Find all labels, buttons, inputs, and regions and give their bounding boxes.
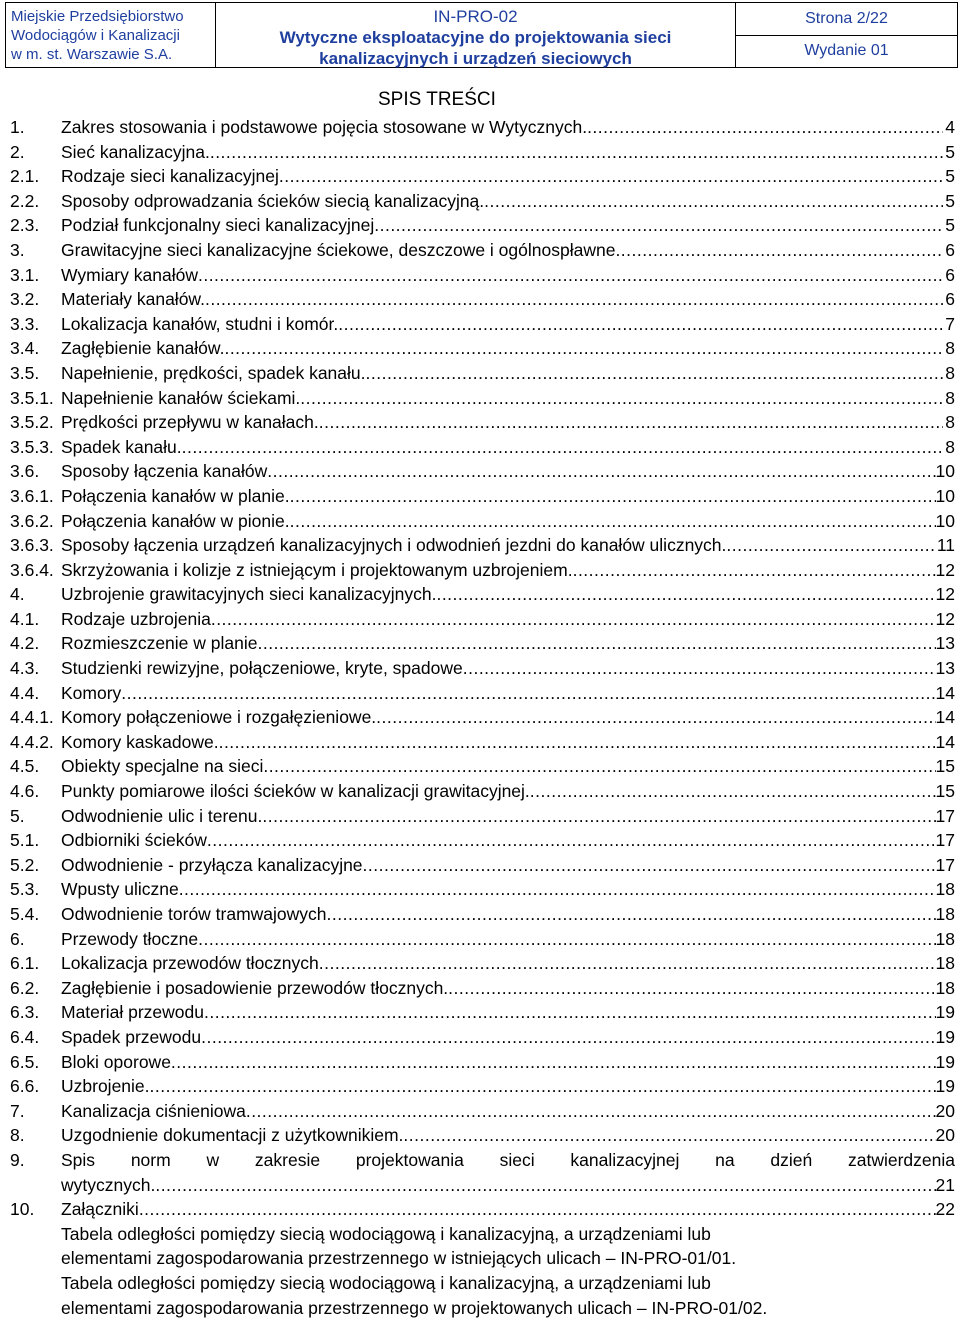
toc-leader-dots	[279, 164, 943, 189]
toc-entry-text: Połączenia kanałów w pionie.	[61, 509, 290, 534]
toc-entry-number: 6.5.	[10, 1050, 61, 1075]
toc-leader-dots	[463, 656, 936, 681]
toc-leader-dots	[587, 115, 943, 140]
toc-heading: SPIS TREŚCI	[378, 89, 496, 111]
toc-entry-number: 6.6.	[10, 1074, 61, 1099]
toc-entry[interactable]	[10, 927, 955, 952]
toc-entry[interactable]	[10, 976, 955, 1001]
toc-entry-number: 2.1.	[10, 164, 61, 189]
toc-leader-dots	[257, 631, 935, 656]
toc-entry[interactable]	[10, 435, 955, 460]
toc-entry-page: 5	[943, 189, 955, 214]
toc-entry-text: Sieć kanalizacyjna.	[61, 140, 210, 165]
toc-entry-text: Sposoby łączenia urządzeń kanalizacyjnych i odwodnień jezdni do kanałów ulicznych.	[61, 533, 726, 558]
toc-entry[interactable]	[10, 336, 955, 361]
toc-leader-dots	[171, 1050, 936, 1075]
toc-entry-text: Rozmieszczenie w planie	[61, 631, 257, 656]
toc-entry-page: 4	[943, 115, 955, 140]
toc-entry-page: 19	[936, 1050, 955, 1075]
attachment-text: elementami zagospodarowania przestrzennego w projektowanych ulicach – IN-PRO-01/02.	[61, 1296, 955, 1320]
toc-entry-page: 10	[936, 509, 955, 534]
toc-entry-text: Połączenia kanałów w planie.	[61, 484, 290, 509]
document-title-line: Wytyczne eksploatacyjne do projektowania sieci	[216, 27, 735, 48]
toc-leader-dots	[201, 1025, 935, 1050]
toc-entry[interactable]	[10, 386, 955, 411]
toc-entry-number: 4.	[10, 582, 61, 607]
toc-entry-text: Skrzyżowania i kolizje z istniejącym i projektowanym uzbrojeniem.	[61, 558, 573, 583]
toc-leader-dots	[121, 681, 935, 706]
toc-leader-dots	[726, 533, 936, 558]
toc-entry[interactable]	[10, 459, 955, 484]
toc-leader-dots	[573, 558, 936, 583]
toc-entry-text: Sposoby łączenia kanałów	[61, 459, 267, 484]
attachment-text: Tabela odległości pomiędzy siecią wodociągową i kanalizacyjną, a urządzeniami lub	[61, 1222, 955, 1247]
toc-entry[interactable]	[10, 877, 955, 902]
toc-entry[interactable]	[10, 238, 955, 263]
toc-leader-dots	[290, 509, 936, 534]
toc-entry-page: 13	[936, 656, 955, 681]
toc-entry-text: Studzienki rewizyjne, połączeniowe, kryte, spadowe	[61, 656, 463, 681]
toc-entry-number: 6.2.	[10, 976, 61, 1001]
toc-entry-number: 5.4.	[10, 902, 61, 927]
toc-leader-dots	[319, 951, 936, 976]
toc-leader-dots	[204, 1000, 936, 1025]
toc-entry[interactable]	[10, 582, 955, 607]
toc-entry-number: 3.6.4.	[10, 558, 61, 583]
toc-entry-number: 9.	[10, 1148, 61, 1173]
toc-leader-dots	[207, 828, 936, 853]
toc-entry-text: Uzbrojenie.	[61, 1074, 150, 1099]
toc-entry-number: 4.4.	[10, 681, 61, 706]
toc-entry-text: Zagłębienie i posadowienie przewodów tłocznych.	[61, 976, 448, 1001]
toc-entry[interactable]	[10, 1099, 955, 1124]
toc-entry[interactable]	[10, 730, 955, 755]
toc-entry-page: 8	[943, 386, 955, 411]
toc-entry-number: 3.5.	[10, 361, 61, 386]
document-header	[5, 2, 958, 68]
page-number: Strona 2/22	[736, 3, 957, 36]
toc-entry-number: 4.3.	[10, 656, 61, 681]
toc-entry-text: Odbiorniki ścieków	[61, 828, 207, 853]
toc-entry-number: 4.4.2.	[10, 730, 61, 755]
toc-entry-number: 3.5.1.	[10, 386, 61, 411]
toc-entry[interactable]	[10, 533, 955, 558]
toc-entry-text: Bloki oporowe	[61, 1050, 171, 1075]
toc-entry-page: 14	[936, 705, 955, 730]
toc-entry-text: Spis norm w zakresie projektowania sieci kanalizacyjnej na dzień zatwierdzenia	[61, 1148, 955, 1173]
toc-entry-number: 6.3.	[10, 1000, 61, 1025]
toc-entry[interactable]	[10, 828, 955, 853]
company-name	[6, 3, 216, 67]
toc-entry-page: 18	[936, 951, 955, 976]
toc-entry[interactable]	[10, 902, 955, 927]
toc-entry-page: 5	[943, 140, 955, 165]
toc-leader-dots	[338, 312, 943, 337]
toc-entry-text: Odwodnienie - przyłącza kanalizacyjne	[61, 853, 363, 878]
toc-entry[interactable]	[10, 1148, 955, 1197]
toc-entry-page: 14	[936, 730, 955, 755]
toc-leader-dots	[448, 976, 935, 1001]
toc-entry-page: 7	[943, 312, 955, 337]
toc-entry[interactable]	[10, 1074, 955, 1099]
toc-entry-text: Lokalizacja przewodów tłocznych	[61, 951, 319, 976]
attachment-item	[10, 1222, 955, 1271]
toc-entry-text: Podział funkcjonalny sieci kanalizacyjnej	[61, 213, 374, 238]
toc-entry-text: Wymiary kanałów	[61, 263, 198, 288]
toc-entry-page: 12	[936, 607, 955, 632]
toc-entry-number: 3.6.2.	[10, 509, 61, 534]
toc-entry[interactable]	[10, 853, 955, 878]
toc-entry-page: 19	[936, 1025, 955, 1050]
toc-entry[interactable]	[10, 484, 955, 509]
toc-entry[interactable]	[10, 312, 955, 337]
toc-entry-page: 8	[943, 435, 955, 460]
toc-entry-page: 17	[936, 804, 955, 829]
toc-entry-number: 2.2.	[10, 189, 61, 214]
document-title-block	[216, 3, 736, 67]
company-line: Wodociągów i Kanalizacji	[11, 26, 215, 45]
toc-entry-number: 2.	[10, 140, 61, 165]
toc-leader-dots	[319, 410, 943, 435]
toc-leader-dots	[484, 189, 943, 214]
toc-entry-page: 20	[936, 1123, 955, 1148]
toc-entry-text: Rodzaje uzbrojenia	[61, 607, 211, 632]
toc-leader-dots	[155, 1173, 935, 1198]
toc-entry-number: 3.6.1.	[10, 484, 61, 509]
toc-entry[interactable]	[10, 140, 955, 165]
toc-entry-page: 21	[936, 1173, 955, 1198]
toc-entry-page: 11	[937, 533, 955, 558]
toc-entry-text: Wpusty uliczne	[61, 877, 179, 902]
toc-entry-number: 6.4.	[10, 1025, 61, 1050]
attachment-text: Tabela odległości pomiędzy siecią wodociągową i kanalizacyjną, a urządzeniami lub	[61, 1271, 955, 1296]
toc-entry-text: wytycznych.	[61, 1173, 155, 1198]
toc-entry-number: 4.5.	[10, 754, 61, 779]
toc-leader-dots	[267, 459, 935, 484]
toc-entry-page: 10	[936, 484, 955, 509]
toc-entry-page: 8	[943, 361, 955, 386]
toc-leader-dots	[327, 902, 936, 927]
toc-entry-number: 4.1.	[10, 607, 61, 632]
toc-entry-text: Komory połączeniowe i rozgałęzieniowe.	[61, 705, 376, 730]
toc-entry-text: Punkty pomiarowe ilości ścieków w kanalizacji grawitacyjnej.	[61, 779, 530, 804]
toc-entry[interactable]	[10, 607, 955, 632]
toc-entry[interactable]	[10, 754, 955, 779]
toc-leader-dots	[376, 705, 935, 730]
toc-leader-dots	[262, 804, 935, 829]
toc-entry-page: 6	[943, 263, 955, 288]
toc-entry-text: Grawitacyjne sieci kanalizacyjne ściekowe, deszczowe i ogólnospławne	[61, 238, 615, 263]
toc-entry-page: 17	[936, 828, 955, 853]
toc-entry-number: 10.	[10, 1197, 61, 1222]
document-title-line: kanalizacyjnych i urządzeń sieciowych	[216, 48, 735, 69]
toc-entry-number: 3.1.	[10, 263, 61, 288]
toc-leader-dots	[205, 287, 943, 312]
toc-entry-page: 14	[936, 681, 955, 706]
toc-entry-page: 8	[943, 336, 955, 361]
toc-leader-dots	[224, 336, 943, 361]
toc-entry-text: Uzbrojenie grawitacyjnych sieci kanalizacyjnych.	[61, 582, 436, 607]
toc-entry-text: Napełnienie, prędkości, spadek kanału.	[61, 361, 366, 386]
toc-leader-dots	[198, 927, 935, 952]
toc-entry-number: 4.2.	[10, 631, 61, 656]
toc-leader-dots	[530, 779, 936, 804]
toc-entry-number: 3.5.3.	[10, 435, 61, 460]
toc-entry[interactable]	[10, 656, 955, 681]
toc-entry-number: 2.3.	[10, 213, 61, 238]
toc-entry-page: 17	[936, 853, 955, 878]
toc-leader-dots	[219, 730, 936, 755]
toc-entry-number: 5.1.	[10, 828, 61, 853]
toc-entry-number: 6.	[10, 927, 61, 952]
toc-entry-page: 20	[936, 1099, 955, 1124]
toc-entry-number: 7.	[10, 1099, 61, 1124]
toc-entry[interactable]	[10, 804, 955, 829]
company-line: w m. st. Warszawie S.A.	[11, 45, 215, 64]
toc-entry-text: Odwodnienie ulic i terenu.	[61, 804, 262, 829]
toc-entry-page: 5	[943, 213, 955, 238]
toc-entry-text: Napełnienie kanałów ściekami.	[61, 386, 300, 411]
toc-entry-text: Materiały kanałów.	[61, 287, 205, 312]
page-info	[736, 3, 957, 67]
toc-entry-page: 8	[943, 410, 955, 435]
toc-entry-number: 4.6.	[10, 779, 61, 804]
toc-leader-dots	[210, 140, 943, 165]
toc-entry-number: 4.4.1.	[10, 705, 61, 730]
toc-entry-text: Prędkości przepływu w kanałach.	[61, 410, 319, 435]
toc-entry[interactable]	[10, 681, 955, 706]
toc-entry-number: 5.2.	[10, 853, 61, 878]
toc-entry-text: Komory kaskadowe.	[61, 730, 219, 755]
toc-entry-page: 18	[936, 902, 955, 927]
toc-entry-text: Spadek przewodu	[61, 1025, 201, 1050]
toc-leader-dots	[363, 853, 936, 878]
toc-entry-number: 3.6.	[10, 459, 61, 484]
toc-leader-dots	[182, 435, 943, 460]
toc-entry-page: 12	[936, 582, 955, 607]
table-of-contents	[10, 115, 955, 1320]
toc-entry[interactable]	[10, 189, 955, 214]
toc-entry[interactable]	[10, 164, 955, 189]
toc-entry[interactable]	[10, 1000, 955, 1025]
toc-leader-dots	[246, 1099, 936, 1124]
toc-entry-page: 18	[936, 877, 955, 902]
toc-entry-text: Rodzaje sieci kanalizacyjnej	[61, 164, 279, 189]
attachment-item	[10, 1271, 955, 1320]
toc-leader-dots	[179, 877, 936, 902]
toc-entry-page: 6	[943, 238, 955, 263]
toc-entry-number: 1.	[10, 115, 61, 140]
toc-entry[interactable]	[10, 951, 955, 976]
toc-entry[interactable]	[10, 1197, 955, 1222]
toc-entry-text: Zagłębienie kanałów.	[61, 336, 224, 361]
toc-entry[interactable]	[10, 705, 955, 730]
edition-number: Wydanie 01	[736, 36, 957, 68]
toc-entry-page: 18	[936, 976, 955, 1001]
toc-entry-page: 10	[936, 459, 955, 484]
toc-entry-number: 3.4.	[10, 336, 61, 361]
toc-leader-dots	[300, 386, 943, 411]
toc-entry-text: Przewody tłoczne	[61, 927, 198, 952]
toc-entry-text: Komory	[61, 681, 121, 706]
toc-entry-text: Kanalizacja ciśnieniowa	[61, 1099, 246, 1124]
toc-leader-dots	[374, 213, 943, 238]
toc-entry-number: 3.6.3.	[10, 533, 61, 558]
company-line: Miejskie Przedsiębiorstwo	[11, 7, 215, 26]
toc-leader-dots	[211, 607, 936, 632]
toc-entry[interactable]	[10, 558, 955, 583]
toc-entry[interactable]	[10, 287, 955, 312]
toc-entry-page: 12	[936, 558, 955, 583]
toc-entry-number: 3.2.	[10, 287, 61, 312]
toc-entry-number: 8.	[10, 1123, 61, 1148]
toc-entry-text: Sposoby odprowadzania ścieków siecią kanalizacyjną.	[61, 189, 484, 214]
toc-entry-text: Lokalizacja kanałów, studni i komór.	[61, 312, 338, 337]
toc-entry[interactable]	[10, 1050, 955, 1075]
toc-leader-dots	[198, 263, 943, 288]
toc-entry-text: Uzgodnienie dokumentacji z użytkownikiem.	[61, 1123, 403, 1148]
toc-entry-number: 5.	[10, 804, 61, 829]
toc-leader-dots	[290, 484, 936, 509]
toc-entry-page: 15	[936, 754, 955, 779]
toc-entry[interactable]	[10, 509, 955, 534]
toc-leader-dots	[436, 582, 935, 607]
toc-entry-page: 18	[936, 927, 955, 952]
toc-entry-text: Zakres stosowania i podstawowe pojęcia stosowane w Wytycznych.	[61, 115, 587, 140]
toc-entry-page: 22	[936, 1197, 955, 1222]
toc-entry[interactable]	[10, 410, 955, 435]
toc-leader-dots	[263, 754, 935, 779]
toc-entry[interactable]	[10, 213, 955, 238]
toc-entry-text: Materiał przewodu	[61, 1000, 204, 1025]
toc-leader-dots	[150, 1074, 936, 1099]
toc-entry[interactable]	[10, 631, 955, 656]
toc-entry-text: Spadek kanału.	[61, 435, 182, 460]
toc-entry-page: 19	[936, 1000, 955, 1025]
toc-entry[interactable]	[10, 779, 955, 804]
toc-entry-page: 13	[936, 631, 955, 656]
toc-entry-page: 19	[936, 1074, 955, 1099]
toc-entry[interactable]	[10, 361, 955, 386]
toc-leader-dots	[615, 238, 943, 263]
toc-entry-text: Odwodnienie torów tramwajowych	[61, 902, 327, 927]
toc-entry-number: 5.3.	[10, 877, 61, 902]
toc-entry[interactable]	[10, 263, 955, 288]
toc-leader-dots	[366, 361, 944, 386]
attachment-text: elementami zagospodarowania przestrzennego w istniejących ulicach – IN-PRO-01/01.	[61, 1246, 955, 1271]
toc-leader-dots	[403, 1123, 935, 1148]
toc-entry[interactable]	[10, 1123, 955, 1148]
toc-entry-text: Załączniki	[61, 1197, 139, 1222]
toc-entry-number: 3.3.	[10, 312, 61, 337]
toc-entry-page: 6	[943, 287, 955, 312]
toc-entry-page: 5	[943, 164, 955, 189]
toc-entry-page: 15	[936, 779, 955, 804]
toc-entry[interactable]	[10, 1025, 955, 1050]
toc-entry[interactable]	[10, 115, 955, 140]
toc-entry-number: 6.1.	[10, 951, 61, 976]
toc-entry-text: Obiekty specjalne na sieci	[61, 754, 263, 779]
toc-leader-dots	[139, 1197, 936, 1222]
document-code: IN-PRO-02	[216, 6, 735, 27]
toc-entry-number: 3.	[10, 238, 61, 263]
toc-entry-number: 3.5.2.	[10, 410, 61, 435]
